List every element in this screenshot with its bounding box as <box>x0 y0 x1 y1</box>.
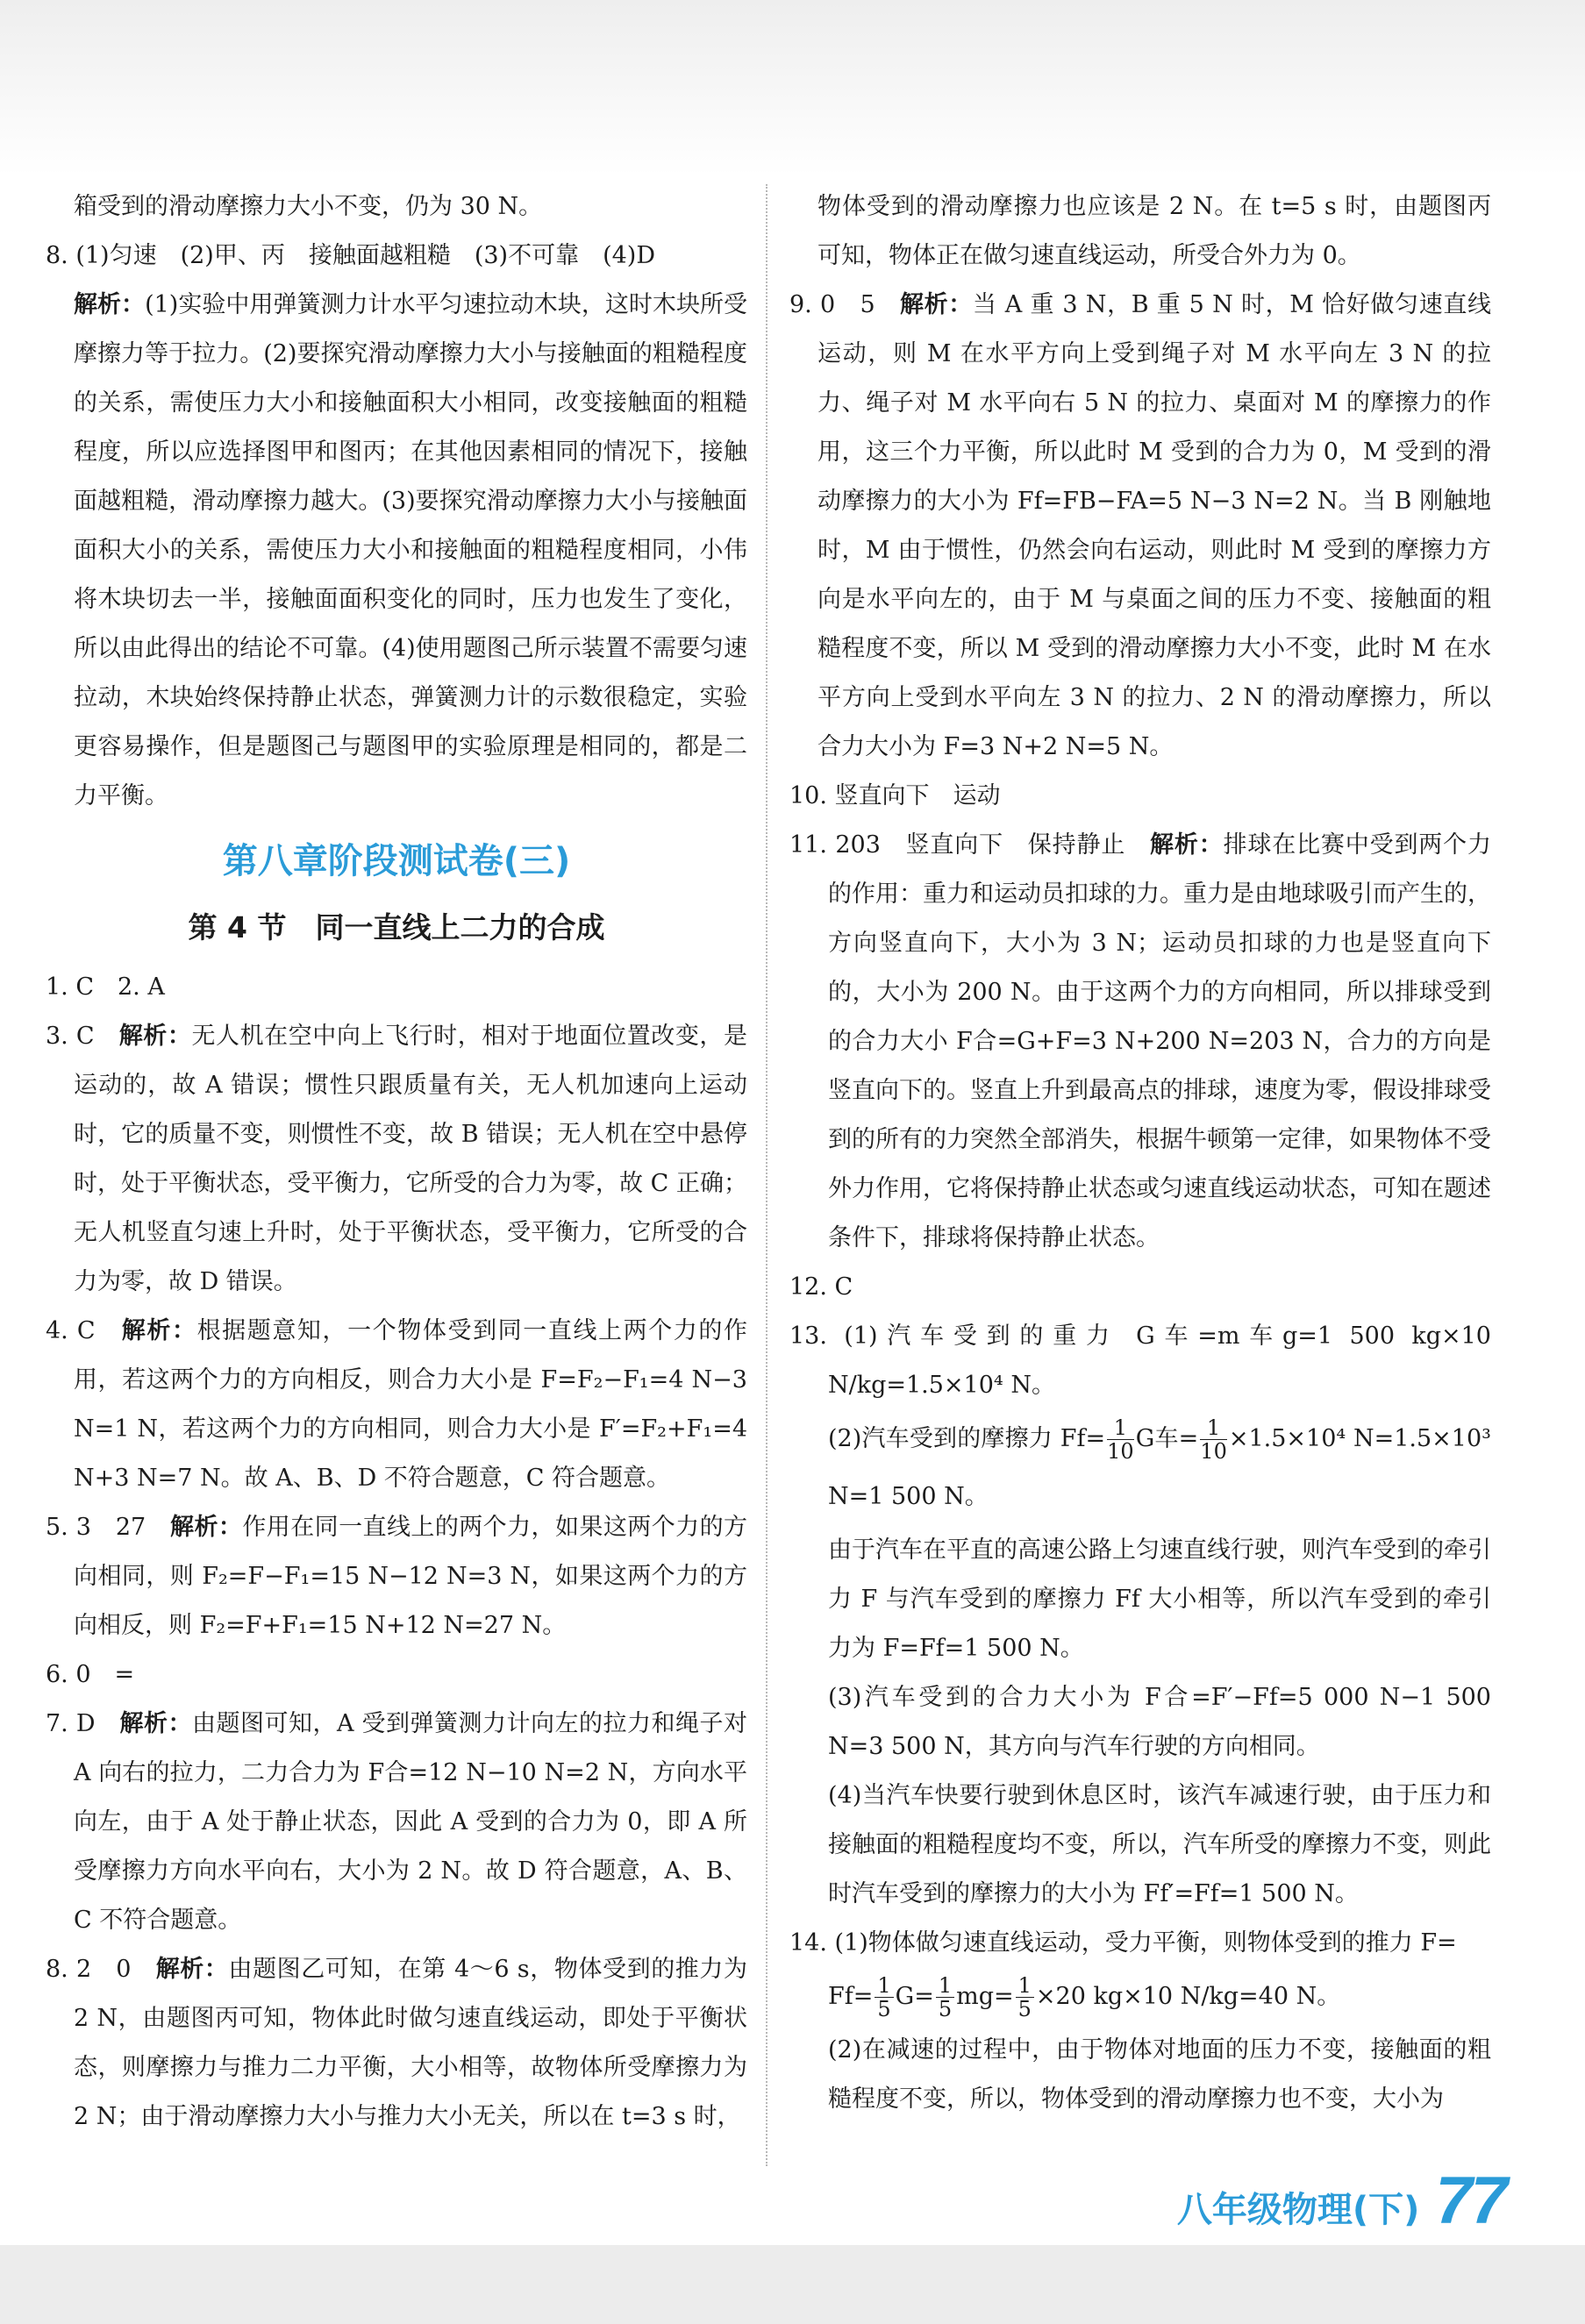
answer-13-part3: (3)汽车受到的合力大小为 F合=F′−Ff=5 000 N−1 500 N=3 500 N，其方向与汽车行驶的方向相同。 <box>828 1684 1491 1760</box>
answer-9 <box>789 281 1491 772</box>
answer-head: 3. C <box>46 1023 119 1050</box>
answer-13-part2-explanation: 由于汽车在平直的高速公路上匀速直线行驶，则汽车受到的牵引力 F 与汽车受到的摩擦力 Ff 大小相等，所以汽车受到的牵引力为 F=Ff=1 500 N。 <box>828 1536 1491 1662</box>
explanation-label: 解析： <box>74 291 146 318</box>
explanation-text: 根据题意知，一个物体受到同一直线上两个力的作用，若这两个力的方向相反，则合力大小是 F=F₂−F₁=4 N−3 N=1 N，若这两个力的方向相同，则合力大小是 F′=F₂+F₁=4 N+3 N=7 N。故 A、B、D 不符合题意，C 符合题意。 <box>74 1317 747 1492</box>
answer-8b <box>46 1945 747 2142</box>
answer-7 <box>46 1700 747 1945</box>
equation-text: G车= <box>1135 1425 1199 1452</box>
left-column <box>46 182 747 2142</box>
equation-text: (2)汽车受到的摩擦力 Ff= <box>828 1425 1106 1452</box>
chapter-title: 第八章阶段测试卷(三) <box>222 841 571 881</box>
answer-13-part2 <box>789 1410 1491 1526</box>
answer-14-part1: 14. (1)物体做匀速直线运动，受力平衡，则物体受到的推力 F= <box>789 1929 1457 1957</box>
fraction-denominator: 5 <box>877 1997 891 2021</box>
answer-head: 4. C <box>46 1317 122 1344</box>
fraction-denominator: 10 <box>1107 1439 1134 1464</box>
fraction-one-tenth <box>1200 1416 1227 1463</box>
answer-8-explanation <box>46 281 747 821</box>
right-column <box>789 182 1491 2124</box>
page-number: 77 <box>1435 2164 1506 2238</box>
explanation-label: 解析： <box>155 1956 229 1983</box>
equation-text: Ff= <box>828 1983 874 2010</box>
explanation-label: 解析： <box>118 1023 192 1050</box>
answer-head: 9. 0 5 <box>789 291 900 318</box>
answer-14-part2: (2)在减速的过程中，由于物体对地面的压力不变，接触面的粗糙程度不变，所以，物体受到的滑动摩擦力也不变，大小为 <box>828 2036 1491 2113</box>
explanation-text: (1)实验中用弹簧测力计水平匀速拉动木块，这时木块所受摩擦力等于拉力。(2)要探究滑动摩擦力大小与接触面的粗糙程度的关系，需使压力大小和接触面积大小相同，改变接触面的粗糙程度，所以应选择图甲和图丙；在其他因素相同的情况下，接触面越粗糙，滑动摩擦力越大。(3)要探究滑动摩擦力大小与接触面面积大小的关系，需使压力大小和接触面的粗糙程度相同，小伟将木块切去一半，接触面面积变化的同时，压力也发生了变化，所以由此得出的结论不可靠。(4)使用题图己所示装置不需要匀速拉动，木块始终保持静止状态，弹簧测力计的示数很稳定，实验更容易操作，但是题图己与题图甲的实验原理是相同的，都是二力平衡。 <box>74 291 748 809</box>
fraction-one-fifth <box>1016 1974 1034 2021</box>
explanation-text: 当 A 重 3 N，B 重 5 N 时，M 恰好做匀速直线运动，则 M 在水平方向上受到绳子对 M 水平向左 3 N 的拉力、绳子对 M 水平向右 5 N 的拉力、桌面对 M 的摩擦力的作用，这三个力平衡，所以此时 M 受到的合力为 0，M 受到的滑动摩擦力的大小为 Ff=FB−FA=5 N−3 N=2 N。当 B 刚触地时，M 由于惯性，仍然会向右运动，则此时 M 受到的摩擦力方向是水平向左的，由于 M 与桌面之间的压力不变、接触面的粗糙程度不变，所以 M 受到的滑动摩擦力大小不变，此时 M 在水平方向上受到水平向左 3 N 的拉力、2 N 的滑动摩擦力，所以合力大小为 F=3 N+2 N=5 N。 <box>817 291 1492 760</box>
explanation-label: 解析： <box>170 1514 243 1541</box>
explanation-text: 作用在同一直线上的两个力，如果这两个力的方向相同，则 F₂=F−F₁=15 N−12 N=3 N，如果这两个力的方向相反，则 F₂=F+F₁=15 N+12 N=27 N。 <box>74 1514 748 1639</box>
answer-6: 6. 0 = <box>46 1661 135 1688</box>
column-divider <box>766 184 768 2166</box>
answer-head: 5. 3 27 <box>46 1514 171 1541</box>
fraction-one-fifth <box>875 1974 893 2021</box>
explanation-label: 解析： <box>119 1710 192 1737</box>
answer-13-part4: (4)当汽车快要行驶到休息区时，该汽车减速行驶，由于压力和接触面的粗糙程度均不变，所以，汽车所受的摩擦力不变，则此时汽车受到的摩擦力的大小为 Ff′=Ff=1 500 N。 <box>828 1782 1491 1907</box>
explanation-label: 解析： <box>121 1317 197 1344</box>
answer-head: 11. 203 竖直向下 保持静止 <box>789 831 1151 859</box>
fraction-numerator: 1 <box>1107 1416 1134 1440</box>
fraction-one-fifth <box>936 1974 954 2021</box>
answer-5 <box>46 1503 747 1650</box>
explanation-label: 解析： <box>899 291 973 318</box>
explanation-label: 解析： <box>1150 831 1224 859</box>
equation-text: mg= <box>956 1983 1014 2010</box>
fraction-denominator: 5 <box>938 1997 953 2021</box>
fraction-one-tenth <box>1107 1416 1134 1463</box>
fraction-denominator: 10 <box>1200 1439 1227 1464</box>
fraction-denominator: 5 <box>1017 1997 1032 2021</box>
equation-text: ×1.5×10⁴ N=1.5×10³ N=1 500 N。 <box>828 1425 1491 1510</box>
page-footer <box>1177 2153 1506 2241</box>
answer-8b-tail: 物体受到的滑动摩擦力也应该是 2 N。在 t=5 s 时，由题图丙可知，物体正在做匀速直线运动，所受合外力为 0。 <box>817 193 1491 269</box>
answer-8: 8. (1)匀速 (2)甲、丙 接触面越粗糙 (3)不可靠 (4)D <box>46 242 655 269</box>
answer-4 <box>46 1307 747 1503</box>
answer-10: 10. 竖直向下 运动 <box>789 782 1001 809</box>
fraction-numerator: 1 <box>875 1974 893 1998</box>
answer-14-equation <box>789 1968 1491 2026</box>
explanation-text: 由题图可知，A 受到弹簧测力计向左的拉力和绳子对 A 向右的拉力，二力合力为 F合=12 N−10 N=2 N，方向水平向左，由于 A 处于静止状态，因此 A 受到的合力为 0，即 A 所受摩擦力方向水平向右，大小为 2 N。故 D 符合题意，A、B、C 不符合题意。 <box>74 1710 747 1934</box>
explanation-text: 无人机在空中向上飞行时，相对于地面位置改变，是运动的，故 A 错误；惯性只跟质量有关，无人机加速向上运动时，它的质量不变，则惯性不变，故 B 错误；无人机在空中悬停时，处于平衡状态，受平衡力，它所受的合力为零，故 C 正确；无人机竖直匀速上升时，处于平衡状态，受平衡力，它所受的合力为零，故 D 错误。 <box>74 1023 747 1295</box>
explanation-text: 排球在比赛中受到两个力的作用：重力和运动员扣球的力。重力是由地球吸引而产生的，方向竖直向下，大小为 3 N；运动员扣球的力也是竖直向下的，大小为 200 N。由于这两个力的方向相同，所以排球受到的合力大小 F合=G+F=3 N+200 N=203 N，合力的方向是竖直向下的。竖直上升到最高点的排球，速度为零，假设排球受到的所有的力突然全部消失，根据牛顿第一定律，如果物体不受外力作用，它将保持静止状态或匀速直线运动状态，可知在题述条件下，排球将保持静止状态。 <box>828 831 1491 1251</box>
answer-3 <box>46 1012 747 1307</box>
equation-text: G= <box>895 1983 934 2010</box>
section-title: 第 4 节 同一直线上二力的合成 <box>188 910 605 945</box>
fraction-numerator: 1 <box>1200 1416 1227 1440</box>
book-title: 八年级物理(下) <box>1176 2190 1420 2230</box>
scan-bottom-shade <box>0 2245 1585 2324</box>
equation-text: ×20 kg×10 N/kg=40 N。 <box>1035 1983 1341 2010</box>
answer-13-part1: 13. (1)汽车受到的重力 G车=m车g=1 500 kg×10 N/kg=1.5×10⁴ N。 <box>789 1322 1491 1399</box>
fraction-numerator: 1 <box>936 1974 954 1998</box>
answer-7-tail: 箱受到的滑动摩擦力大小不变，仍为 30 N。 <box>74 193 543 220</box>
fraction-numerator: 1 <box>1016 1974 1034 1998</box>
answer-head: 7. D <box>46 1710 120 1737</box>
answer-11 <box>789 821 1491 1263</box>
scan-top-shade <box>0 0 1585 175</box>
answer-12: 12. C <box>789 1273 853 1301</box>
answer-1-2: 1. C 2. A <box>46 973 165 1001</box>
explanation-text: 由题图乙可知，在第 4～6 s，物体受到的推力为 2 N，由题图丙可知，物体此时做匀速直线运动，即处于平衡状态，则摩擦力与推力二力平衡，大小相等，故物体所受摩擦力为 2 N；由于滑动摩擦力大小与推力大小无关，所以在 t=3 s 时， <box>74 1956 747 2130</box>
answer-head: 8. 2 0 <box>46 1956 156 1983</box>
